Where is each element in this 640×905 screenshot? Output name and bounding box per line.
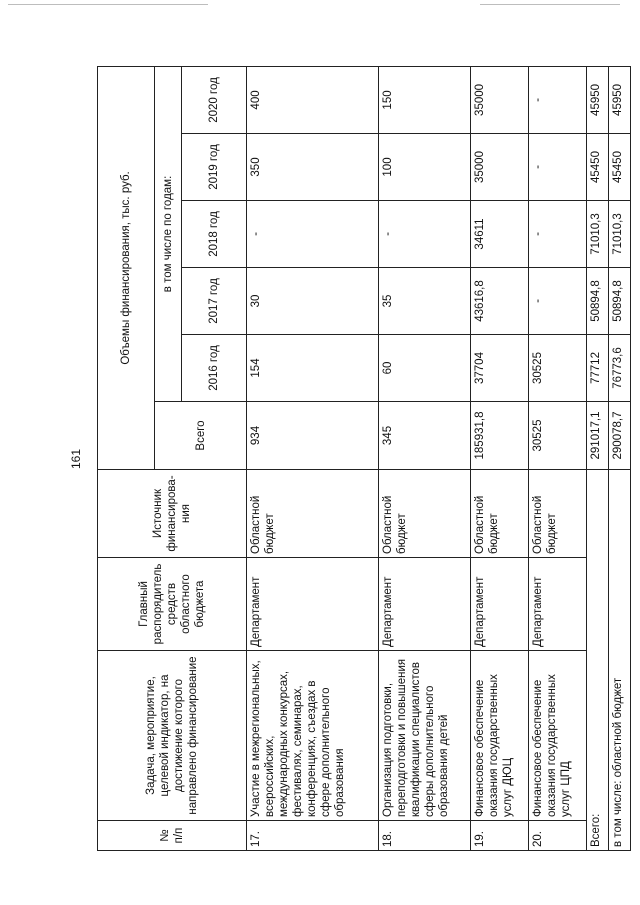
row-2019: 100 <box>379 134 471 201</box>
regional-budget-2018: 71010,3 <box>609 201 631 268</box>
financing-table <box>97 66 631 851</box>
row-2016: 37704 <box>471 335 529 402</box>
header-task: Задача, мероприятие, целевой индикатор, на достижение которого направлено финансирование <box>98 651 247 821</box>
row-2016: 154 <box>247 335 379 402</box>
row-manager: Департамент <box>529 558 587 651</box>
total-row <box>587 66 609 850</box>
row-2019: - <box>529 134 587 201</box>
table-row <box>379 66 471 850</box>
total-2017: 50894,8 <box>587 268 609 335</box>
row-task: Финансовое обеспечение оказания государственных услуг ДЮЦ <box>471 651 529 821</box>
total-sum: 291017,1 <box>587 402 609 470</box>
row-manager: Департамент <box>471 558 529 651</box>
row-manager: Департамент <box>247 558 379 651</box>
row-2017: 43616,8 <box>471 268 529 335</box>
row-task: Финансовое обеспечение оказания государственных услуг ЦПД <box>529 651 587 821</box>
total-2018: 71010,3 <box>587 201 609 268</box>
header-manager: Главный распорядитель средств областного бюджета <box>98 558 247 651</box>
row-2019: 35000 <box>471 134 529 201</box>
row-source: Областной бюджет <box>379 470 471 558</box>
row-num: 19. <box>471 821 529 851</box>
rotated-sheet <box>97 67 624 851</box>
header-total: Всего <box>155 402 247 470</box>
row-num: 18. <box>379 821 471 851</box>
total-label: Всего: <box>587 470 609 851</box>
row-2016: 60 <box>379 335 471 402</box>
total-2016: 77712 <box>587 335 609 402</box>
row-total: 30525 <box>529 402 587 470</box>
header-year-2018: 2018 год <box>182 201 247 268</box>
header-year-2020: 2020 год <box>182 66 247 133</box>
regional-budget-label: в том числе: областной бюджет <box>609 470 631 851</box>
regional-budget-sum: 290078,7 <box>609 402 631 470</box>
regional-budget-2016: 76773,6 <box>609 335 631 402</box>
row-num: 20. <box>529 821 587 851</box>
regional-budget-2019: 45450 <box>609 134 631 201</box>
header-source: Источник финансирова-ния <box>98 470 247 558</box>
header-volume: Объемы финансирования, тыс. руб. <box>98 66 155 469</box>
row-2018: - <box>379 201 471 268</box>
table-row <box>529 66 587 850</box>
top-edge-mark-left <box>8 4 208 5</box>
row-task: Участие в межрегиональных, всероссийских, международных конкурсах, фестивалях, семинарах, конференциях, съездах в сфере дополнительного образования <box>247 651 379 821</box>
row-2020: - <box>529 66 587 133</box>
total-2019: 45450 <box>587 134 609 201</box>
row-manager: Департамент <box>379 558 471 651</box>
row-2018: - <box>247 201 379 268</box>
regional-budget-2017: 50894,8 <box>609 268 631 335</box>
row-source: Областной бюджет <box>529 470 587 558</box>
row-2017: 35 <box>379 268 471 335</box>
row-2019: 350 <box>247 134 379 201</box>
table-frame <box>97 67 624 851</box>
row-2018: - <box>529 201 587 268</box>
row-2017: - <box>529 268 587 335</box>
header-row-1 <box>98 66 155 850</box>
row-source: Областной бюджет <box>247 470 379 558</box>
row-num: 17. <box>247 821 379 851</box>
page-number: 161 <box>69 448 83 469</box>
row-2018: 34611 <box>471 201 529 268</box>
table-row <box>471 66 529 850</box>
regional-budget-2020: 45950 <box>609 66 631 133</box>
row-source: Областной бюджет <box>471 470 529 558</box>
row-2020: 35000 <box>471 66 529 133</box>
top-edge-mark-right <box>480 4 620 5</box>
header-by-years: в том числе по годам: <box>155 66 182 401</box>
table-row <box>247 66 379 850</box>
header-num: № п/п <box>98 821 247 851</box>
row-2016: 30525 <box>529 335 587 402</box>
header-year-2016: 2016 год <box>182 335 247 402</box>
row-2020: 400 <box>247 66 379 133</box>
row-2020: 150 <box>379 66 471 133</box>
row-total: 185931,8 <box>471 402 529 470</box>
total-2020: 45950 <box>587 66 609 133</box>
header-year-2017: 2017 год <box>182 268 247 335</box>
row-2017: 30 <box>247 268 379 335</box>
row-task: Организация подготовки, переподготовки и повышения квалификации специалистов сферы дополнительного образования детей <box>379 651 471 821</box>
row-total: 934 <box>247 402 379 470</box>
row-total: 345 <box>379 402 471 470</box>
regional-budget-row <box>609 66 631 850</box>
header-year-2019: 2019 год <box>182 134 247 201</box>
